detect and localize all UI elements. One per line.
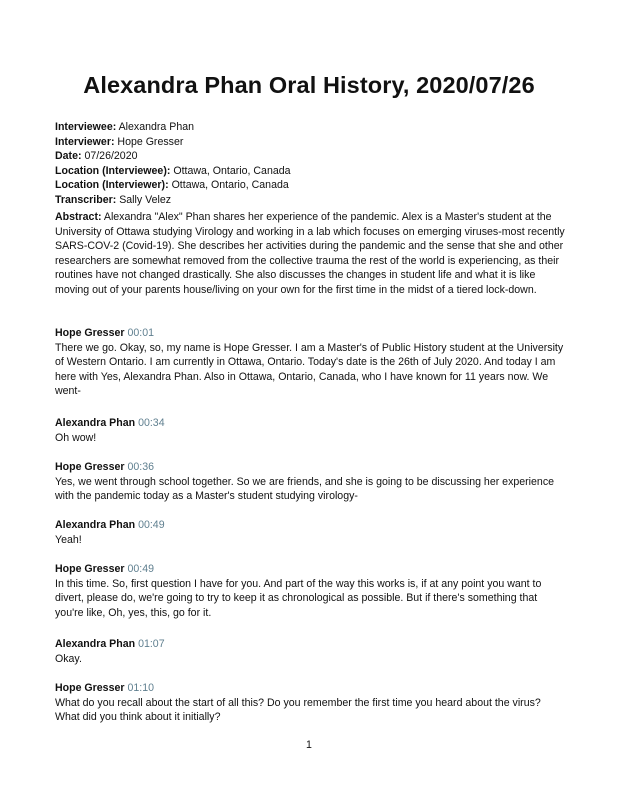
speaker-line: [55, 562, 567, 577]
speaker-line: [55, 681, 567, 696]
metadata-label: Location (Interviewer):: [55, 179, 169, 192]
speaker-name: Hope Gresser: [55, 563, 125, 575]
transcript-entry: [55, 460, 567, 504]
timestamp: 00:49: [127, 563, 154, 575]
transcript-entry: [55, 518, 567, 547]
transcript-entry: [55, 326, 567, 399]
metadata-label: Date:: [55, 150, 82, 163]
metadata-value: Sally Velez: [119, 193, 172, 206]
metadata-label: Interviewer:: [55, 135, 115, 148]
transcript-entry: [55, 562, 567, 620]
timestamp: 00:49: [138, 519, 165, 531]
metadata-location-interviewee: [55, 164, 567, 179]
utterance-text: Okay.: [55, 652, 82, 665]
metadata-interviewer: [55, 135, 567, 150]
speaker-line: [55, 518, 567, 533]
speaker-name: Alexandra Phan: [55, 519, 136, 531]
metadata-block: [55, 120, 567, 208]
abstract-text: Alexandra "Alex" Phan shares her experience of the pandemic. Alex is a Master's student at the University of Ottawa studying Virology and working in a lab which focuses on emerging viruses-most recently SARS-COV-2 (Covid-19). She describes her activities during the pandemic and the sense that she and other researchers are somewhat removed from the collective trauma the rest of the world is experiencing, as their routines have not changed drastically. She also discusses the changes in student life and what it is like moving out of your parents house/living on your own for the first time in the midst of a tiered lock-down.: [55, 211, 565, 296]
timestamp: 01:10: [127, 682, 154, 694]
speaker-line: [55, 326, 567, 341]
speaker-name: Alexandra Phan: [55, 417, 136, 429]
utterance-text: Oh wow!: [55, 431, 97, 444]
utterance-text: What do you recall about the start of all this? Do you remember the first time you heard about the virus? What did you think about it initially?: [55, 696, 541, 724]
transcript-entry: [55, 637, 567, 666]
speaker-line: [55, 637, 567, 652]
timestamp: 01:07: [138, 638, 165, 650]
utterance-text: Yeah!: [55, 533, 82, 546]
metadata-value: Alexandra Phan: [118, 121, 194, 133]
speaker-name: Alexandra Phan: [55, 638, 136, 650]
speaker-name: Hope Gresser: [55, 461, 125, 473]
speaker-name: Hope Gresser: [55, 327, 125, 339]
metadata-transcriber: [55, 193, 567, 208]
utterance-text: There we go. Okay, so, my name is Hope Gresser. I am a Master's of Public History student at the University of Western Ontario. I am currently in Ottawa, Ontario. Today's date is the 26th of July 2020. And today I am here with Yes, Alexandra Phan. Also in Ottawa, Ontario, Canada, who I have known for 11 years now. We went-: [55, 341, 564, 398]
metadata-location-interviewer: [55, 178, 567, 193]
transcript-entry: [55, 681, 567, 725]
metadata-value: Ottawa, Ontario, Canada: [173, 164, 291, 177]
utterance-text: In this time. So, first question I have for you. And part of the way this works is, if at any point you want to divert, please do, we're going to try to keep it as chronological as possible. But if there's something that you're like, Oh, yes, this, go for it.: [55, 577, 542, 619]
document-title: Alexandra Phan Oral History, 2020/07/26: [83, 72, 535, 98]
metadata-interviewee: [55, 120, 567, 135]
metadata-label: Location (Interviewee):: [55, 164, 171, 177]
speaker-line: [55, 460, 567, 475]
speaker-name: Hope Gresser: [55, 682, 125, 694]
metadata-value: 07/26/2020: [84, 150, 138, 163]
speaker-line: [55, 416, 567, 431]
metadata-label: Interviewee:: [55, 121, 117, 133]
abstract-block: [55, 210, 567, 298]
metadata-value: Ottawa, Ontario, Canada: [171, 179, 289, 192]
utterance-text: Yes, we went through school together. So we are friends, and she is going to be discussing her experience with the pandemic today as a Master's student studying virology-: [55, 475, 555, 503]
metadata-label: Transcriber:: [55, 193, 117, 206]
metadata-date: [55, 149, 567, 164]
timestamp: 00:34: [138, 417, 165, 429]
metadata-value: Hope Gresser: [117, 135, 184, 148]
abstract-label: Abstract:: [55, 211, 102, 223]
transcript-entry: [55, 416, 567, 445]
page-number: 1: [306, 739, 312, 751]
timestamp: 00:36: [127, 461, 154, 473]
timestamp: 00:01: [127, 327, 154, 339]
